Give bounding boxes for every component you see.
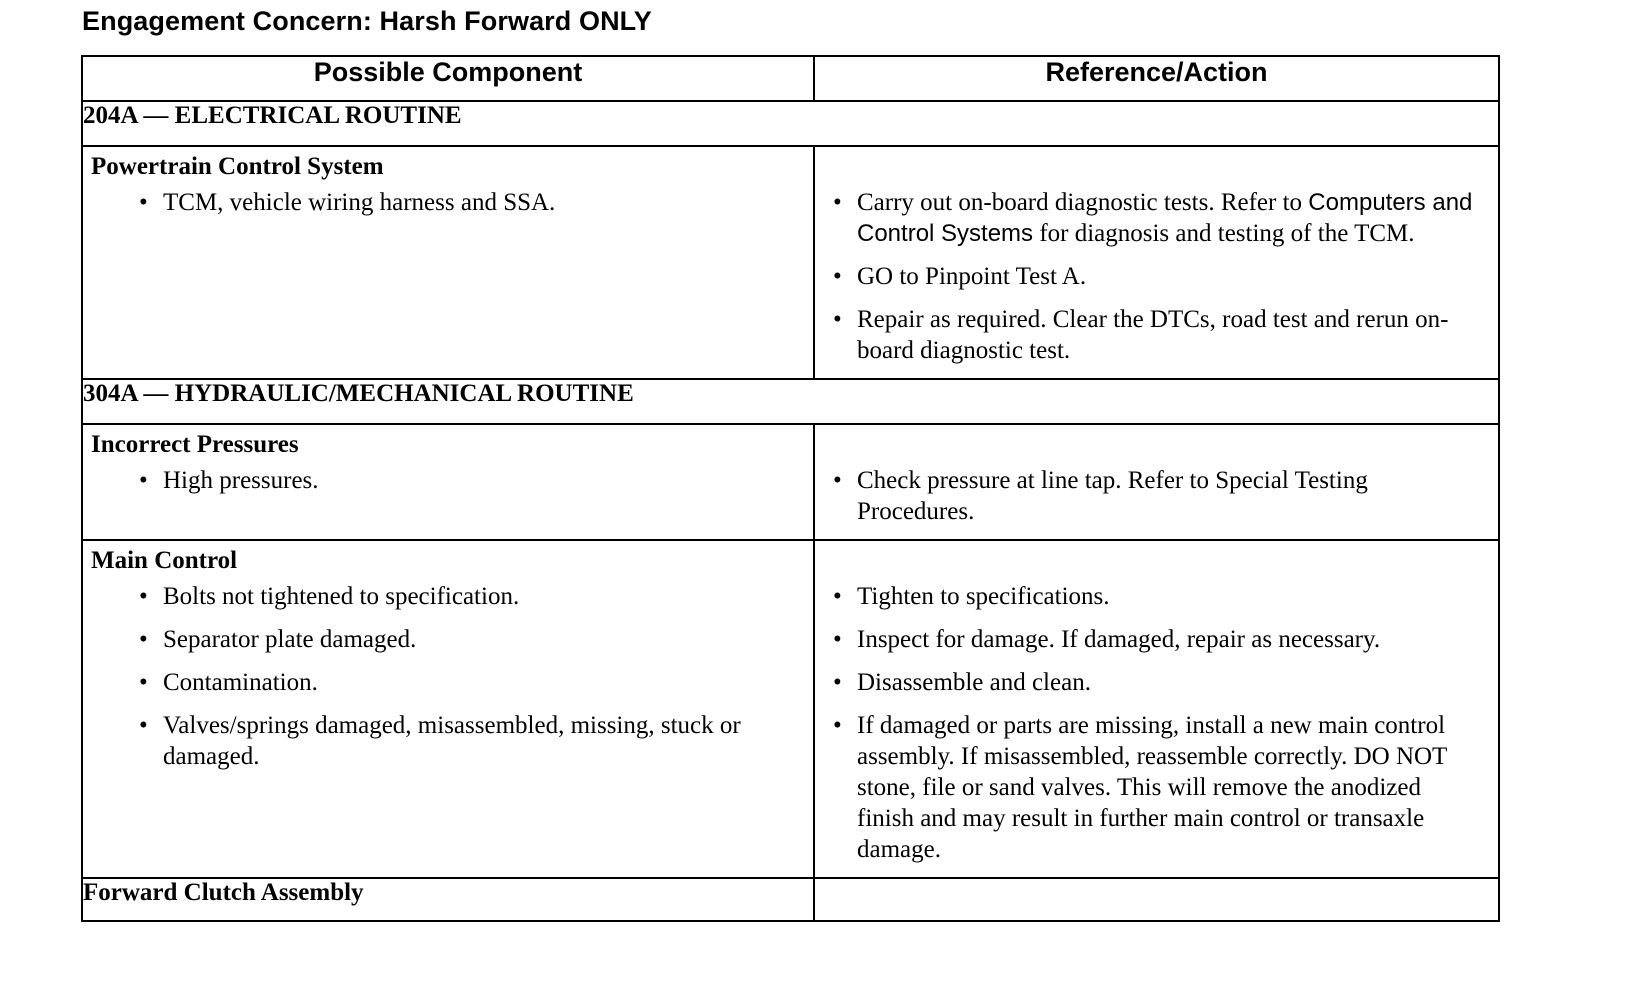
group-title-incorrect-pressures: Incorrect Pressures	[91, 431, 299, 458]
section-hydraulic-mechanical-routine: 304A — HYDRAULIC/MECHANICAL ROUTINE	[82, 379, 1499, 424]
section-row-hydraulic	[82, 379, 1499, 424]
list-item: • Tighten to specifications.	[857, 581, 1478, 612]
table-row-powertrain	[82, 146, 1499, 379]
list-item: • Contamination.	[163, 667, 799, 698]
section-row-electrical	[82, 101, 1499, 146]
header-possible-component: Possible Component	[82, 56, 814, 101]
action-list	[815, 187, 1498, 366]
component-list	[83, 581, 813, 772]
component-cell	[82, 424, 814, 540]
list-item: • Inspect for damage. If damaged, repair as necessary.	[857, 624, 1478, 655]
group-title-forward-clutch: Forward Clutch Assembly	[82, 878, 814, 921]
action-list	[815, 581, 1498, 865]
list-item: • Bolts not tightened to specification.	[163, 581, 799, 612]
list-item: • TCM, vehicle wiring harness and SSA.	[163, 187, 799, 218]
table-row-forward-clutch	[82, 878, 1499, 921]
group-title-main-control: Main Control	[91, 547, 238, 574]
list-item: • Separator plate damaged.	[163, 624, 799, 655]
action-cell	[814, 146, 1499, 379]
list-item: • GO to Pinpoint Test A.	[857, 261, 1478, 292]
header-row	[82, 56, 1499, 101]
list-item: • Valves/springs damaged, misassembled, missing, stuck or damaged.	[163, 710, 799, 772]
action-cell	[814, 540, 1499, 878]
component-cell	[82, 540, 814, 878]
list-item: • If damaged or parts are missing, install a new main control assembly. If misassembled, reassemble correctly. DO NOT stone, file or sand valves. This will remove the anodized finish and may result in further main control or transaxle damage.	[857, 710, 1478, 865]
list-item: • Repair as required. Clear the DTCs, road test and rerun on-board diagnostic test.	[857, 304, 1478, 366]
group-title-powertrain: Powertrain Control System	[91, 153, 384, 180]
reference-computers-and-control-systems: Computers and Control Systems	[857, 189, 1473, 247]
action-list	[815, 465, 1498, 527]
component-list	[83, 187, 813, 218]
header-reference-action: Reference/Action	[814, 56, 1499, 101]
action-cell	[814, 878, 1499, 921]
diagnosis-table	[81, 55, 1500, 922]
component-cell	[82, 146, 814, 379]
list-item: • Disassemble and clean.	[857, 667, 1478, 698]
page-title: Engagement Concern: Harsh Forward ONLY	[82, 6, 652, 36]
table-row-main-control	[82, 540, 1499, 878]
list-item: • Carry out on-board diagnostic tests. Refer to Computers and Control Systems for diagnosis and testing of the TCM.	[857, 187, 1478, 249]
component-list	[83, 465, 813, 496]
section-electrical-routine: 204A — ELECTRICAL ROUTINE	[82, 101, 1499, 146]
table-row-pressures	[82, 424, 1499, 540]
list-item: • Check pressure at line tap. Refer to Special Testing Procedures.	[857, 465, 1478, 527]
action-cell	[814, 424, 1499, 540]
list-item: • High pressures.	[163, 465, 799, 496]
